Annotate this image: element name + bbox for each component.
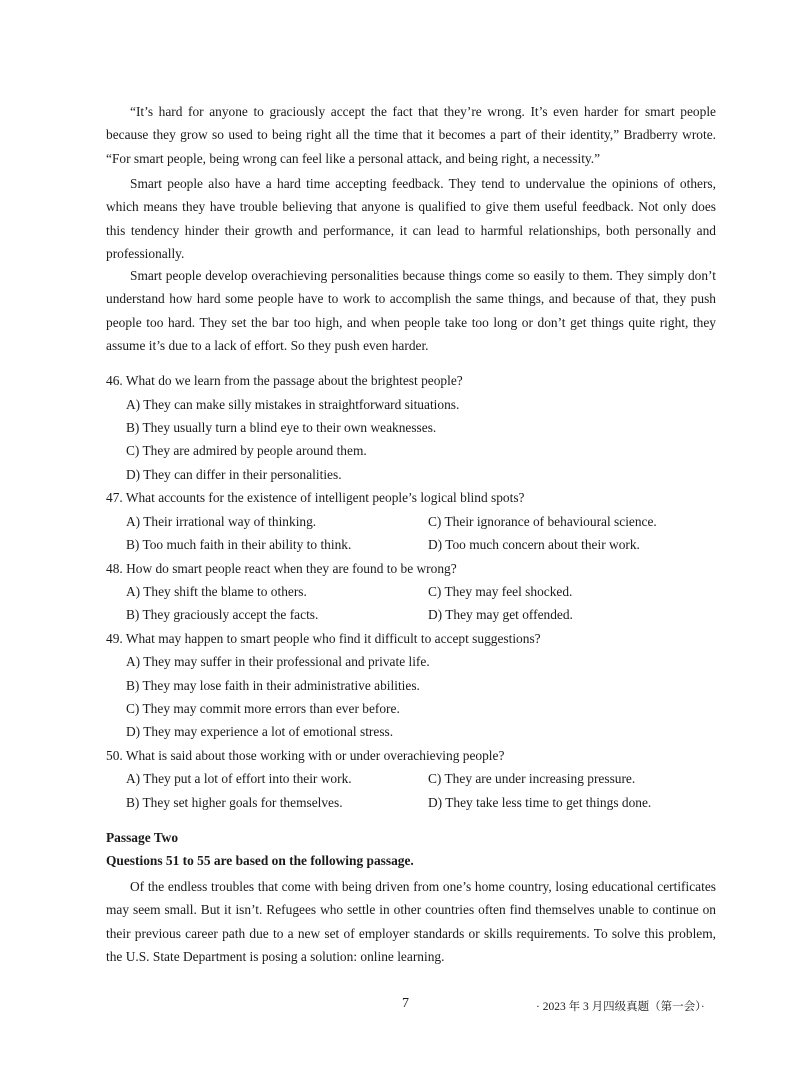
question-47-option-d: D) Too much concern about their work. <box>428 537 640 552</box>
passage-paragraph-3: Smart people develop overachieving personalities because things come so easily to them. They simply don’t understand how hard some people have to work to accomplish the same things, and because of that, they push people too hard. They set the bar too high, and when people take too long or don’t get things quite right, they assume it’s due to a lack of effort. So they push even harder. <box>106 268 716 354</box>
question-46-option-a: A) They can make silly mistakes in straightforward situations. <box>126 397 460 412</box>
question-50-option-b: B) They set higher goals for themselves. <box>126 795 343 810</box>
question-48-stem: 48. How do smart people react when they are found to be wrong? <box>106 561 457 576</box>
question-46-option-d: D) They can differ in their personalities. <box>126 467 342 482</box>
question-50-stem: 50. What is said about those working with or under overachieving people? <box>106 748 505 763</box>
question-49-option-c: C) They may commit more errors than ever before. <box>126 701 400 716</box>
question-48-option-d: D) They may get offended. <box>428 607 573 622</box>
question-50-option-c: C) They are under increasing pressure. <box>428 771 636 786</box>
question-46-stem: 46. What do we learn from the passage about the brightest people? <box>106 373 463 388</box>
passage-two-heading: Passage Two <box>106 830 179 845</box>
question-49-option-b: B) They may lose faith in their administrative abilities. <box>126 678 420 693</box>
question-49-option-d: D) They may experience a lot of emotional stress. <box>126 724 394 739</box>
question-49-stem: 49. What may happen to smart people who find it difficult to accept suggestions? <box>106 631 541 646</box>
question-50-option-a: A) They put a lot of effort into their work. <box>126 771 352 786</box>
question-46-option-c: C) They are admired by people around them. <box>126 443 367 458</box>
passage-paragraph-1: “It’s hard for anyone to graciously accept the fact that they’re wrong. It’s even harder for smart people because they grow so used to being right all the time that it becomes a part of their identity,” Bradberry wrote. “For smart people, being wrong can feel like a personal attack, and being right, a necessity.” <box>106 104 716 166</box>
question-46-option-b: B) They usually turn a blind eye to their own weaknesses. <box>126 420 437 435</box>
question-49-option-a: A) They may suffer in their professional and private life. <box>126 654 430 669</box>
question-47-option-b: B) Too much faith in their ability to think. <box>126 537 352 552</box>
question-48-option-b: B) They graciously accept the facts. <box>126 607 319 622</box>
passage-paragraph-2: Smart people also have a hard time accepting feedback. They tend to undervalue the opinions of others, which means they have trouble believing that anyone is qualified to give them useful feedback. Not only does this tendency hinder their growth and performance, it can lead to harmful relationships, both personally and professionally. <box>106 176 716 262</box>
question-50-option-d: D) They take less time to get things done. <box>428 795 652 810</box>
question-48-option-c: C) They may feel shocked. <box>428 584 573 599</box>
question-48-option-a: A) They shift the blame to others. <box>126 584 307 599</box>
question-47-option-c: C) Their ignorance of behavioural science. <box>428 514 657 529</box>
question-47-stem: 47. What accounts for the existence of intelligent people’s logical blind spots? <box>106 490 525 505</box>
question-47-option-a: A) Their irrational way of thinking. <box>126 514 317 529</box>
passage-two-subheading: Questions 51 to 55 are based on the following passage. <box>106 853 414 868</box>
exam-source-label: · 2023 年 3 月四级真题（第一会）· <box>536 1001 705 1013</box>
passage-two-paragraph: Of the endless troubles that come with being driven from one’s home country, losing educational certificates may seem small. But it isn’t. Refugees who settle in other countries often find themselves unable to continue on their previous career path due to a new set of employer standards or skills requirements. To solve this problem, the U.S. State Department is posing a solution: online learning. <box>106 879 716 965</box>
page-number: 7 <box>402 996 409 1011</box>
